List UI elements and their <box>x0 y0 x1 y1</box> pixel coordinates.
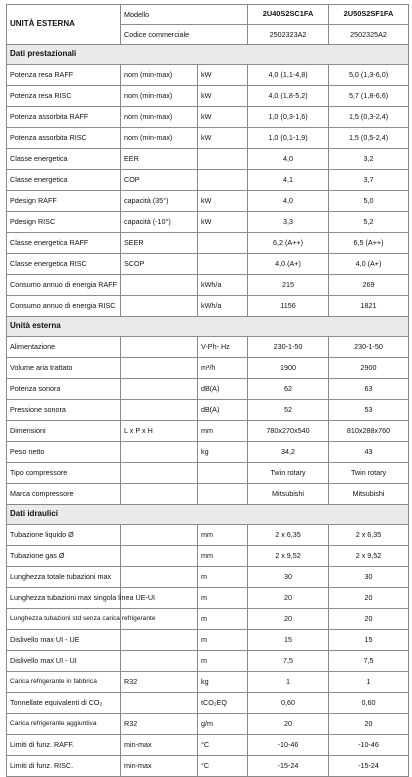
spec-label: Tipo compressore <box>7 463 121 484</box>
spec-condition <box>121 358 198 379</box>
spec-label: Potenza sonora <box>7 379 121 400</box>
spec-row <box>7 337 409 358</box>
spec-row <box>7 546 409 567</box>
spec-condition: nom (min-max) <box>121 65 198 86</box>
spec-unit: m <box>198 567 248 588</box>
spec-value-a: 4,0 <box>248 191 329 212</box>
spec-value-b: 1 <box>329 672 409 693</box>
table-title: UNITÀ ESTERNA <box>7 5 121 45</box>
spec-unit: dB(A) <box>198 379 248 400</box>
spec-value-a: 34,2 <box>248 442 329 463</box>
spec-value-a: -10-46 <box>248 735 329 756</box>
spec-label: Classe energetica <box>7 149 121 170</box>
spec-condition <box>121 442 198 463</box>
spec-label: Alimentazione <box>7 337 121 358</box>
spec-condition: R32 <box>121 714 198 735</box>
section-header <box>7 505 409 525</box>
spec-value-b: 20 <box>329 609 409 630</box>
spec-row <box>7 212 409 233</box>
model-label: Modello <box>121 5 248 25</box>
spec-unit: °C <box>198 756 248 777</box>
spec-value-a: 0,60 <box>248 693 329 714</box>
spec-row <box>7 379 409 400</box>
spec-value-b: 20 <box>329 714 409 735</box>
spec-row <box>7 233 409 254</box>
section-title: Dati prestazionali <box>7 45 409 65</box>
spec-value-b: 810x288x760 <box>329 421 409 442</box>
spec-unit: m <box>198 651 248 672</box>
spec-label: Pdesign RISC <box>7 212 121 233</box>
spec-unit <box>198 170 248 191</box>
spec-unit: mm <box>198 421 248 442</box>
header-row-model <box>7 5 409 25</box>
spec-value-a: Twin rotary <box>248 463 329 484</box>
spec-value-a: 2 x 9,52 <box>248 546 329 567</box>
spec-value-b: 4,0 (A+) <box>329 254 409 275</box>
spec-value-a: 1156 <box>248 296 329 317</box>
spec-value-b: Twin rotary <box>329 463 409 484</box>
spec-row <box>7 525 409 546</box>
spec-unit: m <box>198 588 248 609</box>
spec-value-a: 7,5 <box>248 651 329 672</box>
spec-row <box>7 149 409 170</box>
spec-condition: R32 <box>121 672 198 693</box>
spec-value-a: 30 <box>248 567 329 588</box>
spec-value-b: 2900 <box>329 358 409 379</box>
spec-row <box>7 672 409 693</box>
spec-label: Limiti di funz. RAFF. <box>7 735 121 756</box>
spec-table-body <box>7 5 409 777</box>
section-header <box>7 317 409 337</box>
spec-label: Consumo annuo di energia RAFF <box>7 275 121 296</box>
spec-unit: mm <box>198 546 248 567</box>
spec-label: Consumo annuo di energia RISC <box>7 296 121 317</box>
spec-row <box>7 358 409 379</box>
spec-value-b: 3,2 <box>329 149 409 170</box>
spec-condition: nom (min-max) <box>121 86 198 107</box>
spec-value-b: 5,2 <box>329 212 409 233</box>
spec-condition: SEER <box>121 233 198 254</box>
spec-value-b: 30 <box>329 567 409 588</box>
spec-value-b: 1,5 (0,5-2,4) <box>329 128 409 149</box>
spec-condition: EER <box>121 149 198 170</box>
spec-value-b: 1821 <box>329 296 409 317</box>
spec-unit: m <box>198 609 248 630</box>
model-a: 2U40S2SC1FA <box>248 5 329 25</box>
spec-value-b: 63 <box>329 379 409 400</box>
spec-value-a: 20 <box>248 588 329 609</box>
spec-label: Lunghezza tubazioni max singola linea UE-UI <box>7 588 121 609</box>
spec-row <box>7 463 409 484</box>
spec-label: Pdesign RAFF <box>7 191 121 212</box>
spec-value-a: 4,0 (1,8-5,2) <box>248 86 329 107</box>
spec-row <box>7 128 409 149</box>
spec-value-a: 15 <box>248 630 329 651</box>
spec-unit: kWh/a <box>198 296 248 317</box>
spec-value-b: 269 <box>329 275 409 296</box>
spec-label: Peso netto <box>7 442 121 463</box>
spec-value-b: 43 <box>329 442 409 463</box>
spec-row <box>7 756 409 777</box>
spec-value-b: 230-1-50 <box>329 337 409 358</box>
spec-value-b: Mitsubishi <box>329 484 409 505</box>
spec-row <box>7 588 409 609</box>
spec-label: Dislivello max UI - UE <box>7 630 121 651</box>
spec-label: Classe energetica RISC <box>7 254 121 275</box>
spec-row <box>7 442 409 463</box>
spec-condition: min-max <box>121 756 198 777</box>
spec-unit: mm <box>198 525 248 546</box>
spec-row <box>7 275 409 296</box>
spec-condition <box>121 463 198 484</box>
spec-unit: kg <box>198 442 248 463</box>
spec-value-a: 1,0 (0,3-1,6) <box>248 107 329 128</box>
spec-condition <box>121 337 198 358</box>
spec-value-b: 53 <box>329 400 409 421</box>
spec-label: Classe energetica RAFF <box>7 233 121 254</box>
model-b: 2U50S2SF1FA <box>329 5 409 25</box>
spec-value-a: 20 <box>248 609 329 630</box>
spec-condition: min-max <box>121 735 198 756</box>
spec-condition: SCOP <box>121 254 198 275</box>
spec-label: Carica refrigerante aggiuntiva <box>7 714 121 735</box>
spec-label: Potenza assorbita RAFF <box>7 107 121 128</box>
spec-value-a: 4,0 <box>248 149 329 170</box>
spec-value-a: -15-24 <box>248 756 329 777</box>
spec-unit: g/m <box>198 714 248 735</box>
spec-value-b: 0,60 <box>329 693 409 714</box>
spec-row <box>7 254 409 275</box>
spec-row <box>7 400 409 421</box>
spec-condition <box>121 567 198 588</box>
spec-label: Potenza assorbita RISC <box>7 128 121 149</box>
spec-condition <box>121 546 198 567</box>
spec-value-b: 2 x 6,35 <box>329 525 409 546</box>
spec-unit: kg <box>198 672 248 693</box>
spec-unit: °C <box>198 735 248 756</box>
section-title: Dati idraulici <box>7 505 409 525</box>
spec-condition <box>121 484 198 505</box>
spec-condition: nom (min-max) <box>121 128 198 149</box>
spec-value-b: 3,7 <box>329 170 409 191</box>
spec-value-a: 1,0 (0,1-1,9) <box>248 128 329 149</box>
spec-label: Pressione sonora <box>7 400 121 421</box>
spec-row <box>7 296 409 317</box>
spec-value-b: 15 <box>329 630 409 651</box>
spec-condition <box>121 651 198 672</box>
code-label: Codice commerciale <box>121 25 248 45</box>
spec-row <box>7 65 409 86</box>
spec-condition <box>121 525 198 546</box>
spec-unit: kW <box>198 128 248 149</box>
spec-label: Limiti di funz. RISC. <box>7 756 121 777</box>
spec-unit <box>198 254 248 275</box>
code-b: 2502325A2 <box>329 25 409 45</box>
spec-unit: dB(A) <box>198 400 248 421</box>
spec-condition <box>121 693 198 714</box>
spec-value-a: 6,2 (A++) <box>248 233 329 254</box>
spec-value-b: -10-46 <box>329 735 409 756</box>
spec-row <box>7 107 409 128</box>
spec-unit: kW <box>198 65 248 86</box>
spec-label: Potenza resa RISC <box>7 86 121 107</box>
spec-row <box>7 170 409 191</box>
spec-row <box>7 421 409 442</box>
spec-value-a: 230-1-50 <box>248 337 329 358</box>
spec-unit: kW <box>198 107 248 128</box>
spec-condition <box>121 379 198 400</box>
spec-value-b: 7,5 <box>329 651 409 672</box>
spec-value-a: 1 <box>248 672 329 693</box>
spec-condition: L x P x H <box>121 421 198 442</box>
spec-unit <box>198 149 248 170</box>
spec-label: Dimensioni <box>7 421 121 442</box>
spec-unit: kWh/a <box>198 275 248 296</box>
spec-row <box>7 609 409 630</box>
spec-table <box>6 4 409 777</box>
spec-value-b: 6,5 (A++) <box>329 233 409 254</box>
spec-row <box>7 735 409 756</box>
spec-value-b: 1,5 (0,3-2,4) <box>329 107 409 128</box>
spec-label: Lunghezza tubazioni std senza carica refrigerante <box>7 609 121 630</box>
spec-unit: kW <box>198 212 248 233</box>
spec-value-b: 5,7 (1,8-6,6) <box>329 86 409 107</box>
spec-condition: capacità (-10°) <box>121 212 198 233</box>
spec-value-b: 20 <box>329 588 409 609</box>
spec-unit: kW <box>198 86 248 107</box>
spec-value-a: 215 <box>248 275 329 296</box>
spec-unit: tCO₂EQ <box>198 693 248 714</box>
spec-label: Potenza resa RAFF <box>7 65 121 86</box>
spec-row <box>7 86 409 107</box>
spec-value-a: 4,0 (A+) <box>248 254 329 275</box>
spec-label: Volume aria trattato <box>7 358 121 379</box>
spec-condition: nom (min-max) <box>121 107 198 128</box>
spec-value-a: 52 <box>248 400 329 421</box>
spec-unit: m³/h <box>198 358 248 379</box>
spec-value-b: -15-24 <box>329 756 409 777</box>
spec-label: Marca compressore <box>7 484 121 505</box>
spec-condition <box>121 400 198 421</box>
spec-condition: COP <box>121 170 198 191</box>
spec-value-b: 5,0 <box>329 191 409 212</box>
spec-value-a: 780x270x540 <box>248 421 329 442</box>
spec-unit: V-Ph- Hz <box>198 337 248 358</box>
spec-row <box>7 567 409 588</box>
spec-unit: m <box>198 630 248 651</box>
spec-row <box>7 630 409 651</box>
spec-unit: kW <box>198 191 248 212</box>
spec-value-a: Mitsubishi <box>248 484 329 505</box>
spec-unit <box>198 233 248 254</box>
spec-value-a: 2 x 6,35 <box>248 525 329 546</box>
section-title: Unità esterna <box>7 317 409 337</box>
spec-value-a: 20 <box>248 714 329 735</box>
spec-condition <box>121 275 198 296</box>
spec-label: Tubazione gas Ø <box>7 546 121 567</box>
spec-condition <box>121 630 198 651</box>
spec-value-a: 4,1 <box>248 170 329 191</box>
spec-row <box>7 693 409 714</box>
section-header <box>7 45 409 65</box>
spec-row <box>7 714 409 735</box>
spec-condition: capacità (35°) <box>121 191 198 212</box>
spec-value-b: 2 x 9,52 <box>329 546 409 567</box>
spec-row <box>7 484 409 505</box>
spec-unit <box>198 463 248 484</box>
spec-label: Lunghezza totale tubazioni max <box>7 567 121 588</box>
spec-value-a: 4,0 (1,1-4,8) <box>248 65 329 86</box>
code-a: 2502323A2 <box>248 25 329 45</box>
spec-label: Tubazione liquido Ø <box>7 525 121 546</box>
spec-value-a: 1900 <box>248 358 329 379</box>
spec-label: Classe energetica <box>7 170 121 191</box>
spec-condition <box>121 296 198 317</box>
spec-row <box>7 651 409 672</box>
spec-label: Dislivello max UI - UI <box>7 651 121 672</box>
spec-label: Carica refrigerante in fabbrica <box>7 672 121 693</box>
spec-value-a: 3,3 <box>248 212 329 233</box>
spec-row <box>7 191 409 212</box>
spec-value-a: 62 <box>248 379 329 400</box>
spec-value-b: 5,0 (1,3-6,0) <box>329 65 409 86</box>
spec-label: Tonnellate equivalenti di CO₂ <box>7 693 121 714</box>
spec-unit <box>198 484 248 505</box>
